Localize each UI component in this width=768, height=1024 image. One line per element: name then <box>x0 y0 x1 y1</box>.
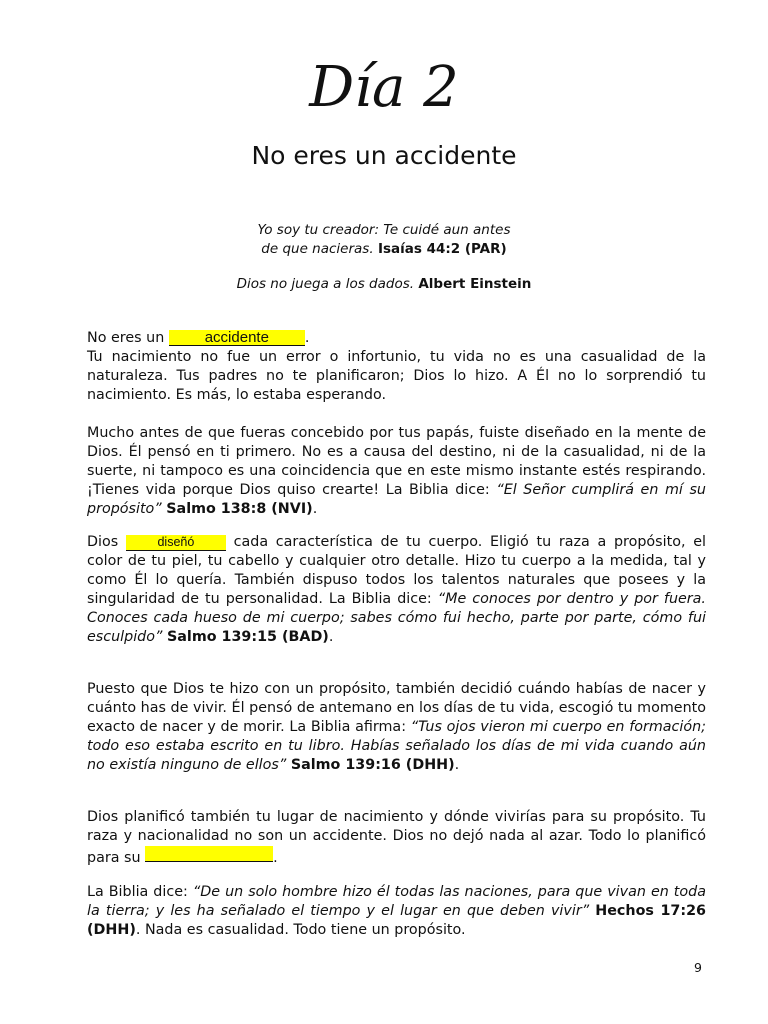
epigraph-line-1: Yo soy tu creador: Te cuidé aun antes <box>257 222 511 238</box>
p6-end: . Nada es casualidad. Todo tiene un propósito. <box>135 922 466 938</box>
epigraph-einstein <box>0 275 768 294</box>
paragraph-3 <box>87 533 706 647</box>
epigraph-isaias <box>0 221 768 259</box>
p2-reference: Salmo 138:8 (NVI) <box>166 501 313 517</box>
fill-blank-accidente[interactable]: accidente <box>169 330 305 346</box>
p1-body: Tu nacimiento no fue un error o infortunio, tu vida no es una casualidad de la naturaleza. Tus padres no te planificaron; Dios lo hizo. A Él no lo sorprendió tu nacimiento. Es más, lo estaba esperando. <box>87 349 706 403</box>
p1-period: . <box>304 330 310 346</box>
p3-quote: “Me conoces por dentro y por fuera. Conoces cada hueso de mi cuerpo; sabes cómo fui hecho, parte por parte, cómo fui esculpido” <box>87 591 706 645</box>
p2-quote: “El Señor cumplirá en mí su propósito” <box>87 482 706 517</box>
page-subtitle: No eres un accidente <box>251 141 517 170</box>
epigraph-reference: Isaías 44:2 (PAR) <box>377 241 507 257</box>
p3-lead: Dios <box>87 534 126 550</box>
paragraph-4 <box>87 680 706 775</box>
p2-end: . <box>312 501 318 517</box>
p5-text: Dios planificó también tu lugar de nacimiento y dónde vivirías para su propósito. Tu raza y nacionalidad no son un accidente. Dios no dejó nada al azar. Todo lo planificó para su <box>87 809 706 866</box>
paragraph-6 <box>87 883 706 940</box>
p3-end: . <box>328 629 334 645</box>
p4-end: . <box>454 757 460 773</box>
paragraph-5 <box>87 808 706 868</box>
p6-quote: “De un solo hombre hizo él todas las naciones, para que vivan en toda la tierra; y les ha señalado el tiempo y el lugar en que deben vivir” <box>87 884 706 919</box>
paragraph-2 <box>87 424 706 519</box>
p4-reference: Salmo 139:16 (DHH) <box>290 757 455 773</box>
fill-blank-diseno[interactable]: diseñó <box>126 535 226 551</box>
einstein-author: Albert Einstein <box>418 276 532 292</box>
fill-blank-proposito[interactable] <box>145 846 273 862</box>
p3-text: cada característica de tu cuerpo. Eligió tu raza a propósito, el color de tu piel, tu cabello y cualquier otro detalle. Hizo tu cuerpo a la medida, tal y como Él lo quería. También dispuso todos los talentos naturales que posees y la singularidad de tu personalidad. La Biblia dice: <box>87 534 706 607</box>
einstein-quote: Dios no juega a los dados. <box>236 276 415 292</box>
p2-text: Mucho antes de que fueras concebido por tus papás, fuiste diseñado en la mente de Dios. Él pensó en ti primero. No es a causa del destino, ni de la casualidad, ni de la suerte, ni tampoco es una coincidencia que en este mismo instante estés respirando. ¡Tienes vida porque Dios quiso crearte! La Biblia dice: <box>87 425 706 498</box>
p3-reference: Salmo 139:15 (BAD) <box>166 629 329 645</box>
p6-reference: Hechos 17:26 (DHH) <box>87 903 706 938</box>
p4-quote: “Tus ojos vieron mi cuerpo en formación; todo eso estaba escrito en tu libro. Habías señalado los días de mi vida cuando aún no existía ninguno de ellos” <box>87 719 706 773</box>
p5-end: . <box>273 850 278 866</box>
page-number: 9 <box>694 960 702 975</box>
epigraph-line-2: de que nacieras. <box>261 241 374 257</box>
paragraph-1 <box>87 329 706 405</box>
p6-lead: La Biblia dice: <box>87 884 193 900</box>
p4-text: Puesto que Dios te hizo con un propósito, también decidió cuándo habías de nacer y cuánto has de vivir. Él pensó de antemano en los días de tu vida, escogió tu momento exacto de nacer y de morir. La Biblia afirma: <box>87 681 706 735</box>
p1-lead: No eres un <box>87 330 169 346</box>
page-title: Día 2 <box>309 55 459 120</box>
